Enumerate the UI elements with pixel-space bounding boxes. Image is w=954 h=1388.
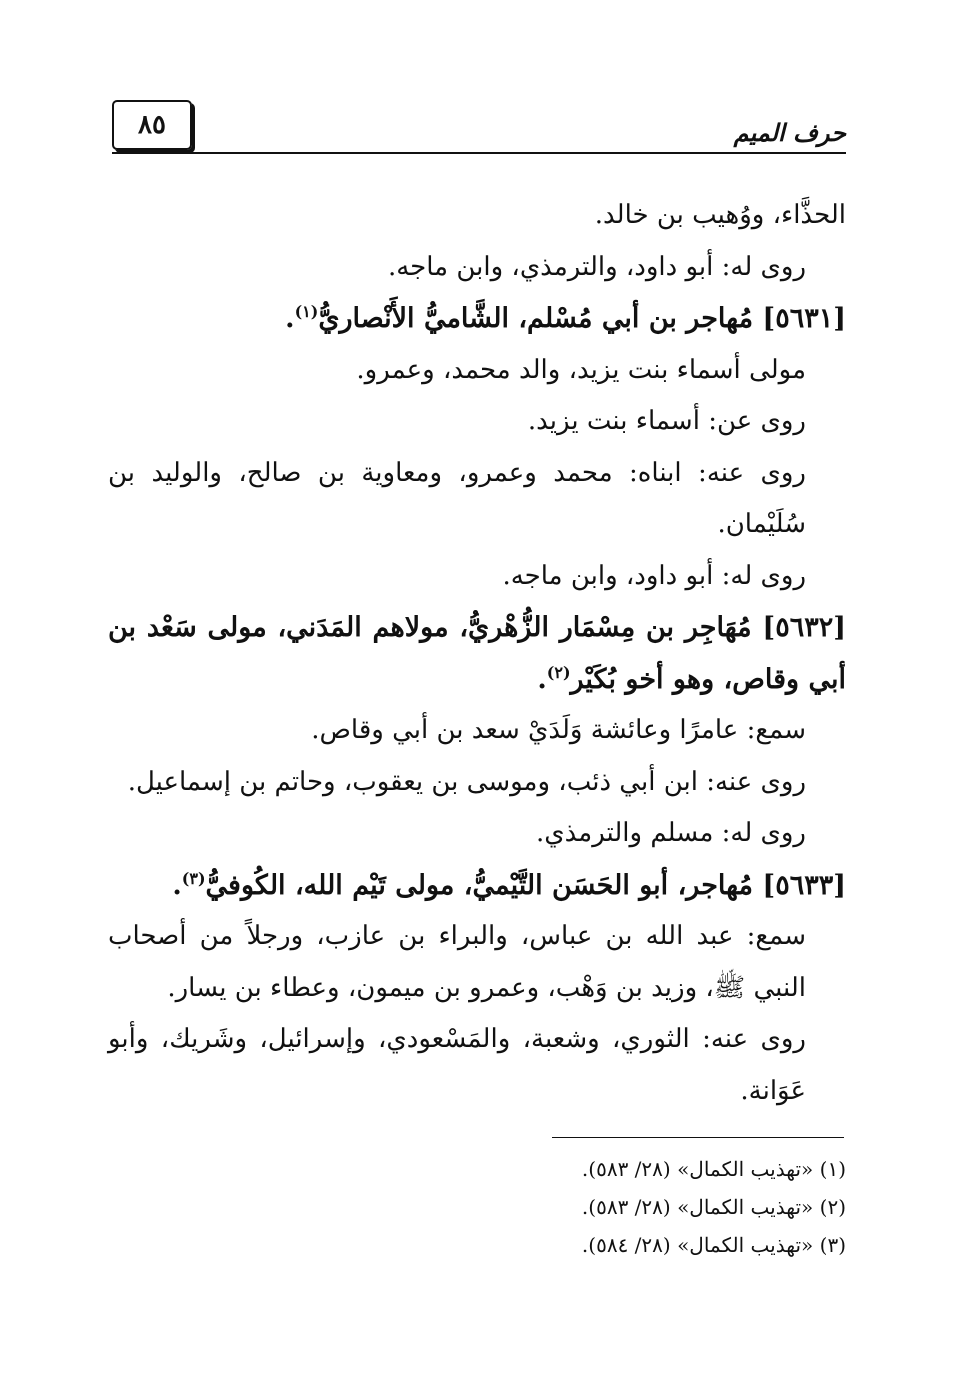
entry-title: [٥٦٣٣] مُهاجر، أبو الحَسَن التَّيْميُّ، مولى تَيْم الله، الكُوفيُّ bbox=[205, 869, 846, 901]
footnote-1: (١) «تهذيب الكمال» (٢٨/ ٥٨٣). bbox=[581, 1157, 846, 1181]
page-number bbox=[112, 100, 192, 150]
footnote-3: (٣) «تهذيب الكمال» (٢٨/ ٥٨٤). bbox=[581, 1233, 846, 1257]
footnote-ref[interactable]: (٣) bbox=[181, 868, 206, 888]
paragraph: سمع: عبد الله بن عباس، والبراء بن عازب، ورجلاً من أصحاب النبي ﷺ، وزيد بن وَهْب، وعمرو بن ميمون، وعطاء بن يسار. bbox=[108, 921, 806, 1003]
paragraph: روى عن: أسماء بنت يزيد. bbox=[527, 406, 806, 436]
paragraph: الحذَّاء، ووُهيب بن خالد. bbox=[594, 200, 846, 230]
footnote-rule bbox=[552, 1137, 844, 1138]
entry-title: [٥٦٣١] مُهاجر بن أبي مُسْلم، الشَّاميُّ الأَنْصاريُّ bbox=[318, 303, 846, 334]
entry-heading-5632: [٥٦٣٢] مُهَاجِر بن مِسْمَار الزُّهْريُّ، مولاهم المَدَني، مولى سَعْد بن أبي وقاص، وهو أخو بُكَيْر$^{(٢)}$. bbox=[108, 612, 846, 695]
paragraph: روى عنه: ابن أبي ذئب، وموسى بن يعقوب، وحاتم بن إسماعيل. bbox=[127, 766, 806, 797]
running-title: حرف الميم bbox=[733, 118, 846, 147]
footnote-ref[interactable]: (٢) bbox=[546, 662, 571, 682]
paragraph: روى عنه: الثوري، وشعبة، والمَسْعودي، وإسرائيل، وشَريك، وأبو عَوَانة. bbox=[108, 1024, 806, 1106]
paragraph: روى له: مسلم والترمذي. bbox=[536, 818, 806, 848]
entry-title: [٥٦٣٢] مُهَاجِر بن مِسْمَار الزُّهْريُّ، مولاهم المَدَني، مولى سَعْد بن أبي وقاص، وهو أخو بُكَيْر bbox=[108, 612, 846, 695]
footnote-2: (٢) «تهذيب الكمال» (٢٨/ ٥٨٣). bbox=[581, 1195, 846, 1219]
main-text bbox=[108, 190, 846, 1117]
paragraph: روى له: أبو داود، والترمذي، وابن ماجه. bbox=[387, 251, 806, 282]
footnotes bbox=[108, 1150, 846, 1264]
paragraph: روى له: أبو داود، وابن ماجه. bbox=[502, 560, 806, 591]
page-number-text: ٨٥ bbox=[138, 110, 166, 140]
paragraph: سمع: عامرًا وعائشة وَلَدَيْ سعد بن أبي وقاص. bbox=[311, 715, 806, 745]
entry-heading-5631: [٥٦٣١] مُهاجر بن أبي مُسْلم، الشَّاميُّ الأَنْصاريُّ$^{(١)}$. bbox=[285, 302, 846, 334]
paragraph: روى عنه: ابناه: محمد وعمرو، ومعاوية بن صالح، والوليد بن سُلَيْمان. bbox=[108, 457, 806, 539]
header-rule bbox=[112, 152, 846, 154]
footnote-ref[interactable]: (١) bbox=[294, 302, 319, 321]
paragraph: مولى أسماء بنت يزيد، والد محمد، وعمرو. bbox=[356, 354, 806, 385]
entry-heading-5633: [٥٦٣٣] مُهاجر، أبو الحَسَن التَّيْميُّ، مولى تَيْم الله، الكُوفيُّ$^{(٣)}$. bbox=[172, 868, 846, 901]
